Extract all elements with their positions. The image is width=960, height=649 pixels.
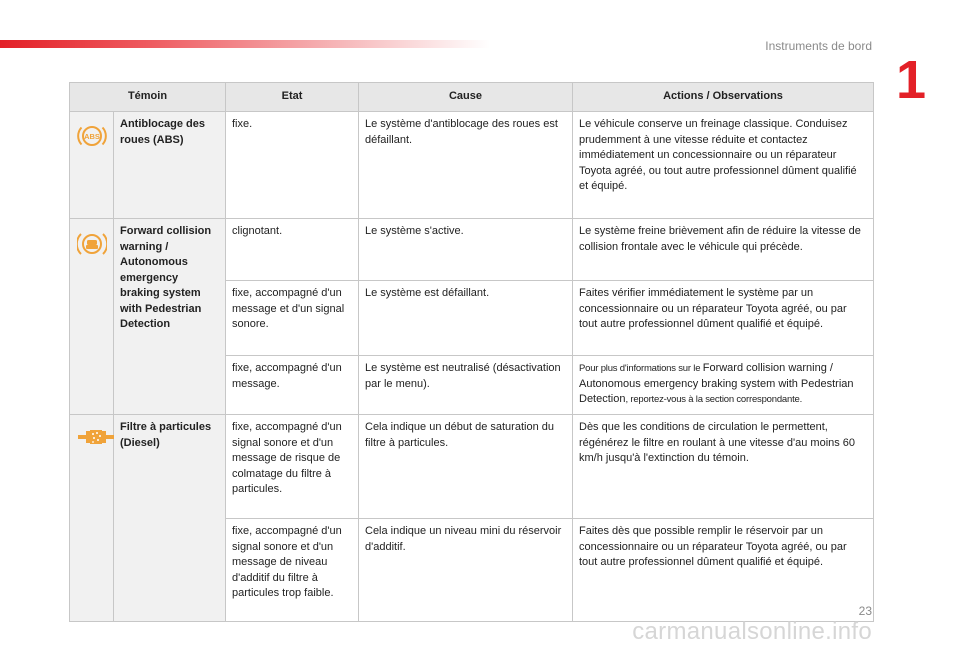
table-header-row — [70, 83, 874, 112]
state-cell: fixe. — [226, 112, 359, 219]
action-cell: Dès que les conditions de circulation le permettent, régénérez le filtre en roulant à une vitesse d'au moins 60 km/h jusqu'à l'extinction du témoin. — [573, 415, 874, 519]
indicator-name: Antiblocage des roues (ABS) — [114, 112, 226, 219]
column-header-cause: Cause — [359, 83, 573, 112]
watermark: carmanualsonline.info — [632, 618, 872, 645]
page-number: 23 — [858, 604, 872, 618]
action-text-suffix: , reportez-vous à la section correspondante. — [625, 394, 803, 405]
state-cell: fixe, accompagné d'un signal sonore et d'un message de risque de colmatage du filtre à particules. — [226, 415, 359, 519]
action-text-prefix: Pour plus d'informations sur le — [579, 363, 703, 374]
indicator-icon-cell — [70, 219, 114, 415]
svg-text:ABS: ABS — [83, 132, 100, 141]
action-cell: Faites dès que possible remplir le réservoir par un concessionnaire ou un réparateur Toyota agréé, ou par tout autre professionnel dûment qualifié et équipé. — [573, 519, 874, 622]
action-cell: Faites vérifier immédiatement le système par un concessionnaire ou un réparateur Toyota agréé, ou par tout autre professionnel dûment qualifié et équipé. — [573, 281, 874, 356]
cause-cell: Cela indique un début de saturation du filtre à particules. — [359, 415, 573, 519]
cause-cell: Le système d'antiblocage des roues est défaillant. — [359, 112, 573, 219]
indicator-icon-cell — [70, 415, 114, 622]
column-header-indicator: Témoin — [70, 83, 226, 112]
column-header-actions: Actions / Observations — [573, 83, 874, 112]
indicator-name: Forward collision warning / Autonomous emergency braking system with Pedestrian Detection — [114, 219, 226, 415]
warning-lights-table — [69, 82, 874, 622]
table-row — [70, 219, 874, 281]
state-cell: fixe, accompagné d'un message et d'un signal sonore. — [226, 281, 359, 356]
cause-cell: Le système est neutralisé (désactivation par le menu). — [359, 356, 573, 415]
action-text-system-name: Forward collision warning / Autonomous emergency braking system with Pedestrian Detection — [579, 362, 854, 405]
chapter-number: 1 — [896, 50, 927, 110]
particle-filter-icon — [76, 426, 116, 448]
abs-warning-icon — [77, 123, 107, 149]
section-title: Instruments de bord — [765, 39, 872, 53]
collision-warning-icon — [77, 230, 107, 258]
cause-cell: Le système est défaillant. — [359, 281, 573, 356]
action-cell: Le système freine brièvement afin de réduire la vitesse de collision frontale avec le véhicule qui précède. — [573, 219, 874, 281]
state-cell: fixe, accompagné d'un message. — [226, 356, 359, 415]
action-cell: Le véhicule conserve un freinage classique. Conduisez prudemment à une vitesse réduite et contactez immédiatement un concessionnaire ou un réparateur Toyota agréé, ou tout autre professionnel dûment qualifié et équipé. — [573, 112, 874, 219]
column-header-state: Etat — [226, 83, 359, 112]
cause-cell: Le système s'active. — [359, 219, 573, 281]
cause-cell: Cela indique un niveau mini du réservoir d'additif. — [359, 519, 573, 622]
action-cell — [573, 356, 874, 415]
state-cell: fixe, accompagné d'un signal sonore et d'un message de niveau d'additif du filtre à particules trop faible. — [226, 519, 359, 622]
state-cell: clignotant. — [226, 219, 359, 281]
top-accent-bar — [0, 40, 490, 48]
table-row — [70, 415, 874, 519]
indicator-icon-cell — [70, 112, 114, 219]
table-row — [70, 112, 874, 219]
indicator-name: Filtre à particules (Diesel) — [114, 415, 226, 622]
